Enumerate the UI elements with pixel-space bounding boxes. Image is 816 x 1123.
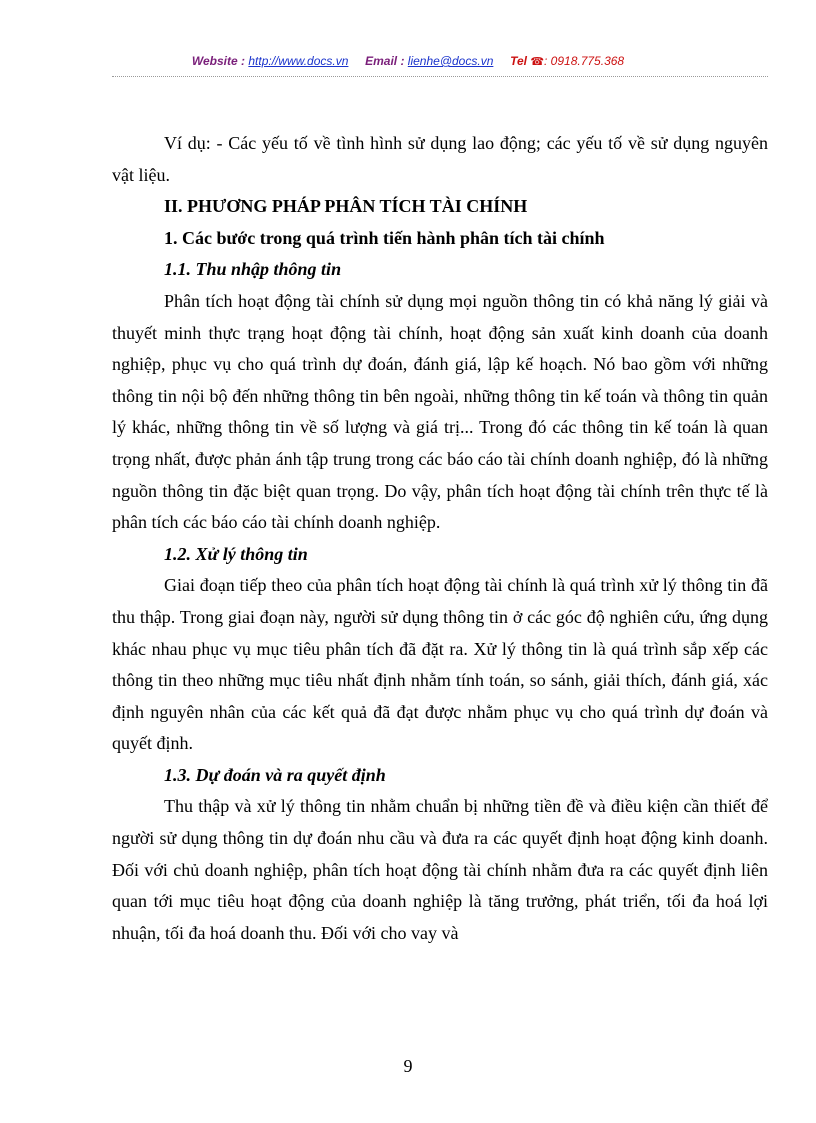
website-label: Website : <box>191 54 246 68</box>
paragraph-process-info: Giai đoạn tiếp theo của phân tích hoạt động tài chính là quá trình xử lý thông tin đã thu thập. Trong giai đoạn này, người sử dụng thông tin ở các góc độ nghiên cứu, ứng dụng khác nhau phục vụ mục tiêu phân tích đã đặt ra. Xử lý thông tin là quá trình sắp xếp các thông tin theo những mục tiêu nhất định nhằm tính toán, so sánh, giải thích, đánh giá, xác định nguyên nhân của các kết quả đã đạt được nhằm phục vụ cho quá trình dự đoán và quyết định. <box>112 575 768 754</box>
subsection-heading-1-2: 1.2. Xử lý thông tin <box>164 543 308 564</box>
tel-label: Tel <box>510 54 527 68</box>
document-body <box>112 128 768 949</box>
page-header <box>0 54 816 68</box>
section-heading: II. PHƯƠNG PHÁP PHÂN TÍCH TÀI CHÍNH <box>164 196 528 217</box>
website-link[interactable]: http://www.docs.vn <box>248 54 349 68</box>
subsection-heading-1: 1. Các bước trong quá trình tiến hành phân tích tài chính <box>164 227 605 248</box>
phone-icon: ☎ <box>530 56 545 68</box>
tel-number: : 0918.775.368 <box>544 54 625 68</box>
email-label: Email : <box>365 54 405 68</box>
example-paragraph: Ví dụ: - Các yếu tố về tình hình sử dụng lao động; các yếu tố về sử dụng nguyên vật liệu. <box>112 133 768 185</box>
paragraph-collect-info: Phân tích hoạt động tài chính sử dụng mọi nguồn thông tin có khả năng lý giải và thuyết minh thực trạng hoạt động tài chính, hoạt động sản xuất kinh doanh của doanh nghiệp, phục vụ cho quá trình dự đoán, đánh giá, lập kế hoạch. Nó bao gồm với những thông tin nội bộ đến những thông tin bên ngoài, những thông tin kế toán và thông tin quản lý khác, những thông tin về số lượng và giá trị... Trong đó các thông tin kế toán là quan trọng nhất, được phản ánh tập trung trong các báo cáo tài chính doanh nghiệp, đó là những nguồn thông tin đặc biệt quan trọng. Do vậy, phân tích hoạt động tài chính trên thực tế là phân tích các báo cáo tài chính doanh nghiệp. <box>112 290 768 533</box>
subsection-heading-1-3: 1.3. Dự đoán và ra quyết định <box>164 764 386 785</box>
subsection-heading-1-1: 1.1. Thu nhập thông tin <box>164 259 342 280</box>
email-link[interactable]: lienhe@docs.vn <box>407 54 494 68</box>
page-number: 9 <box>403 1056 413 1076</box>
paragraph-forecast-decision: Thu thập và xử lý thông tin nhằm chuẩn bị những tiền đề và điều kiện cần thiết để người sử dụng thông tin dự đoán nhu cầu và đưa ra các quyết định hoạt động kinh doanh. Đối với chủ doanh nghiệp, phân tích hoạt động tài chính nhằm đưa ra các quyết định liên quan tới mục tiêu hoạt động của doanh nghiệp là tăng trưởng, phát triển, tối đa hoá lợi nhuận, tối đa hoá doanh thu. Đối với cho vay và <box>112 796 768 943</box>
header-divider <box>112 76 768 77</box>
